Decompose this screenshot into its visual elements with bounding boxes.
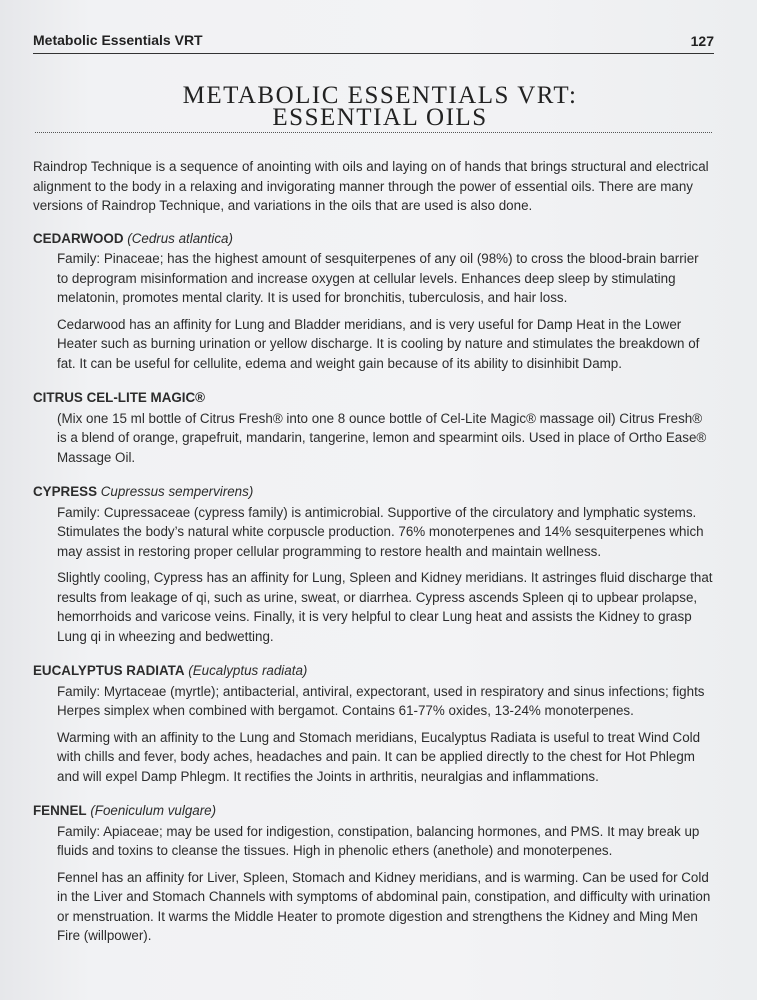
entry-paragraph: Family: Myrtaceae (myrtle); antibacterial, antiviral, expectorant, used in respiratory and sinus infections; fights Herpes simplex when combined with bergamot. Contains 61-77% oxides, 13-24% monoterpenes.	[57, 683, 705, 718]
chapter-title-line-2: ESSENTIAL OILS	[272, 104, 488, 131]
entry-citrus-cel-lite-magic	[33, 388, 713, 467]
dotted-divider	[35, 132, 712, 133]
page-body	[33, 157, 713, 961]
entry-heading	[33, 229, 713, 249]
entry-paragraph: Warming with an affinity to the Lung and Stomach meridians, Eucalyptus Radiata is useful to treat Wind Cold with chills and fever, body aches, headaches and pain. It can be applied directly to the chest for Hot Phlegm and will expel Damp Phlegm. It rectifies the Joints in arthritis, neuralgias and inflammations.	[57, 729, 701, 784]
running-header	[33, 31, 714, 54]
entry-heading	[33, 801, 713, 821]
latin-name: (Eucalyptus radiata)	[188, 663, 308, 678]
entry-paragraph: (Mix one 15 ml bottle of Citrus Fresh® into one 8 ounce bottle of Cel-Lite Magic® massage oil) Citrus Fresh® is a blend of orange, grapefruit, mandarin, tangerine, lemon and spearmint oils. Used in place of Ortho Ease® Massage Oil.	[57, 410, 707, 465]
entry-cedarwood	[33, 229, 713, 374]
entry-paragraph: Family: Cupressaceae (cypress family) is antimicrobial. Supportive of the circulatory and lymphatic systems. Stimulates the body’s natural white corpuscle production. 76% monoterpenes and 14% sesquiterpenes which may assist in restoring proper cellular programming to restore health and maintain wellness.	[57, 504, 704, 559]
oil-name: CEDARWOOD	[33, 230, 124, 246]
entry-eucalyptus-radiata	[33, 661, 713, 786]
intro-paragraph: Raindrop Technique is a sequence of anointing with oils and laying on of hands that brings structural and electrical alignment to the body in a relaxing and invigorating manner through the power of essential oils. There are many versions of Raindrop Technique, and variations in the oils that are used is also done.	[33, 159, 709, 213]
entry-paragraph: Family: Apiaceae; may be used for indigestion, constipation, balancing hormones, and PMS. It may break up fluids and toxins to cleanse the tissues. High in phenolic ethers (anethole) and monoterpenes.	[57, 823, 700, 858]
entry-paragraph: Slightly cooling, Cypress has an affinity for Lung, Spleen and Kidney meridians. It astringes fluid discharge that results from leakage of qi, such as urine, sweat, or diarrhea. Cypress ascends Spleen qi to upbear prolapse, hemorrhoids and varicose veins. Finally, it is very helpful to clear Lung heat and assists the Kidney to grasp Lung qi in wheezing and bedwetting.	[57, 570, 713, 644]
entry-heading	[33, 661, 713, 681]
entry-paragraph: Cedarwood has an affinity for Lung and Bladder meridians, and is very useful for Damp Heat in the Lower Heater such as burning urination or yellow discharge. It is cooling by nature and stimulates the breakdown of fat. It can be useful for cellulite, edema and weight gain because of its ability to disinhibit Damp.	[57, 316, 700, 371]
entry-fennel	[33, 801, 713, 946]
oil-name: CITRUS CEL-LITE MAGIC®	[33, 390, 206, 405]
latin-name: (Foeniculum vulgare)	[90, 803, 217, 818]
entry-cypress	[33, 482, 713, 646]
page-number: 127	[690, 33, 714, 49]
oil-name: CYPRESS	[33, 484, 97, 499]
entry-heading	[33, 482, 713, 502]
entry-paragraph: Family: Pinaceae; has the highest amount of sesquiterpenes of any oil (98%) to cross the blood-brain barrier to deprogram misinformation and increase oxygen at cellular levels. Enhances deep sleep by stimulating melatonin, promotes mental clarity. It is used for bronchitis, tuberculosis, and hair loss.	[57, 251, 699, 305]
chapter-title-line-1: METABOLIC ESSENTIALS VRT:	[182, 82, 578, 109]
latin-name: Cupressus sempervirens)	[100, 484, 254, 499]
oil-name: EUCALYPTUS RADIATA	[33, 663, 185, 678]
latin-name: (Cedrus atlantica)	[127, 230, 233, 246]
oil-name: FENNEL	[33, 803, 87, 818]
entry-heading	[33, 388, 713, 408]
running-title: Metabolic Essentials VRT	[33, 32, 203, 48]
entry-paragraph: Fennel has an affinity for Liver, Spleen, Stomach and Kidney meridians, and is warming. Can be used for Cold in the Liver and Stomach Channels with symptoms of abdominal pain, constipation, and difficulty with urination or menstruation. It warms the Middle Heater to promote digestion and strengthens the Kidney and Ming Men Fire (willpower).	[57, 869, 711, 943]
